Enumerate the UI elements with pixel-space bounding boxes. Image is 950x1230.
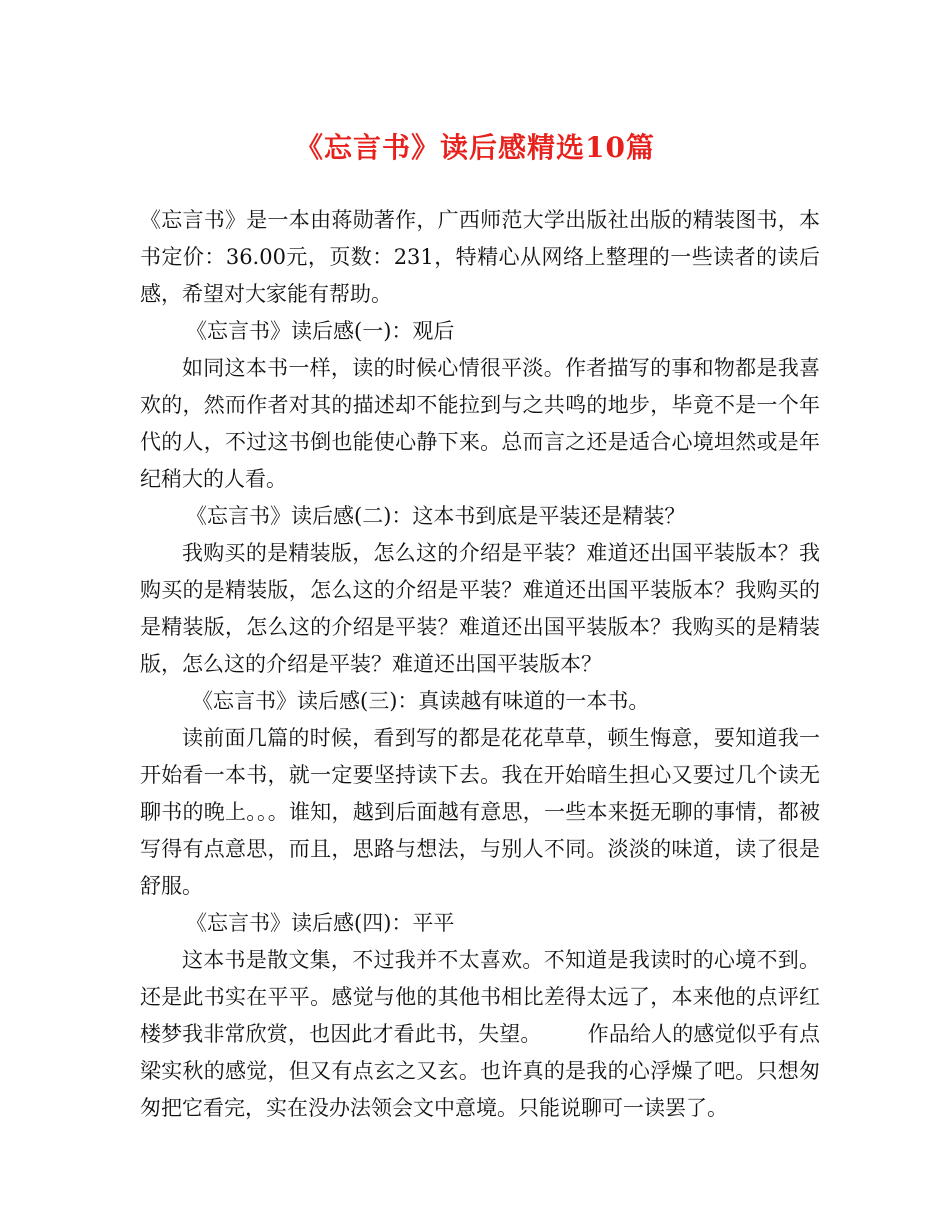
intro-paragraph: 《忘言书》是一本由蒋勋著作，广西师范大学出版社出版的精装图书，本书定价：36.00元，页数：231，特精心从网络上整理的一些读者的读后感，希望对大家能有帮助。 [140,208,820,306]
section-4-body-part1: 这本书是散文集，不过我并不太喜欢。不知道是我读时的心境不到。还是此书实在平平。感觉与他的其他书相比差得太远了，本来他的点评红楼梦我非常欣赏，也因此才看此书，失望。 [140,948,820,1046]
section-1-body: 如同这本书一样，读的时候心情很平淡。作者描写的事和物都是我喜欢的，然而作者对其的描述却不能拉到与之共鸣的地步，毕竟不是一个年代的人，不过这书倒也能使心静下来。总而言之还是适合心境坦然或是年纪稍大的人看。 [140,356,820,491]
section-2-body: 我购买的是精装版，怎么这的介绍是平装？难道还出国平装版本？我购买的是精装版，怎么这的介绍是平装？难道还出国平装版本？我购买的是精装版，怎么这的介绍是平装？难道还出国平装版本？我购买的是精装版，怎么这的介绍是平装？难道还出国平装版本？ [140,541,820,676]
section-2-heading: 《忘言书》读后感(二)：这本书到底是平装还是精装？ [186,504,686,528]
section-1-heading: 《忘言书》读后感(一)：观后 [186,319,455,343]
section-4-heading: 《忘言书》读后感(四)：平平 [186,911,455,935]
section-4-body-part2: 作品给人的感觉似乎有点梁实秋的感觉，但又有点玄之又玄。也许真的是我的心浮燥了吧。只想匆匆把它看完，实在没办法领会文中意境。只能说聊可一读罢了。 [140,1022,821,1120]
section-3-heading: 《忘言书》读后感(三)：真读越有味道的一本书。 [192,689,650,713]
section-3-body: 读前面几篇的时候，看到写的都是花花草草，顿生悔意，要知道我一开始看一本书，就一定要坚持读下去。我在开始暗生担心又要过几个读无聊书的晚上。。。谁知，越到后面越有意思，一些本来挺无聊的事情，都被写得有点意思，而且，思路与想法，与别人不同。淡淡的味道，读了很是舒服。 [140,726,820,898]
document-title: 《忘言书》读后感精选10篇 [295,131,655,164]
section-4-body [140,942,820,1127]
document-body [140,202,820,1127]
